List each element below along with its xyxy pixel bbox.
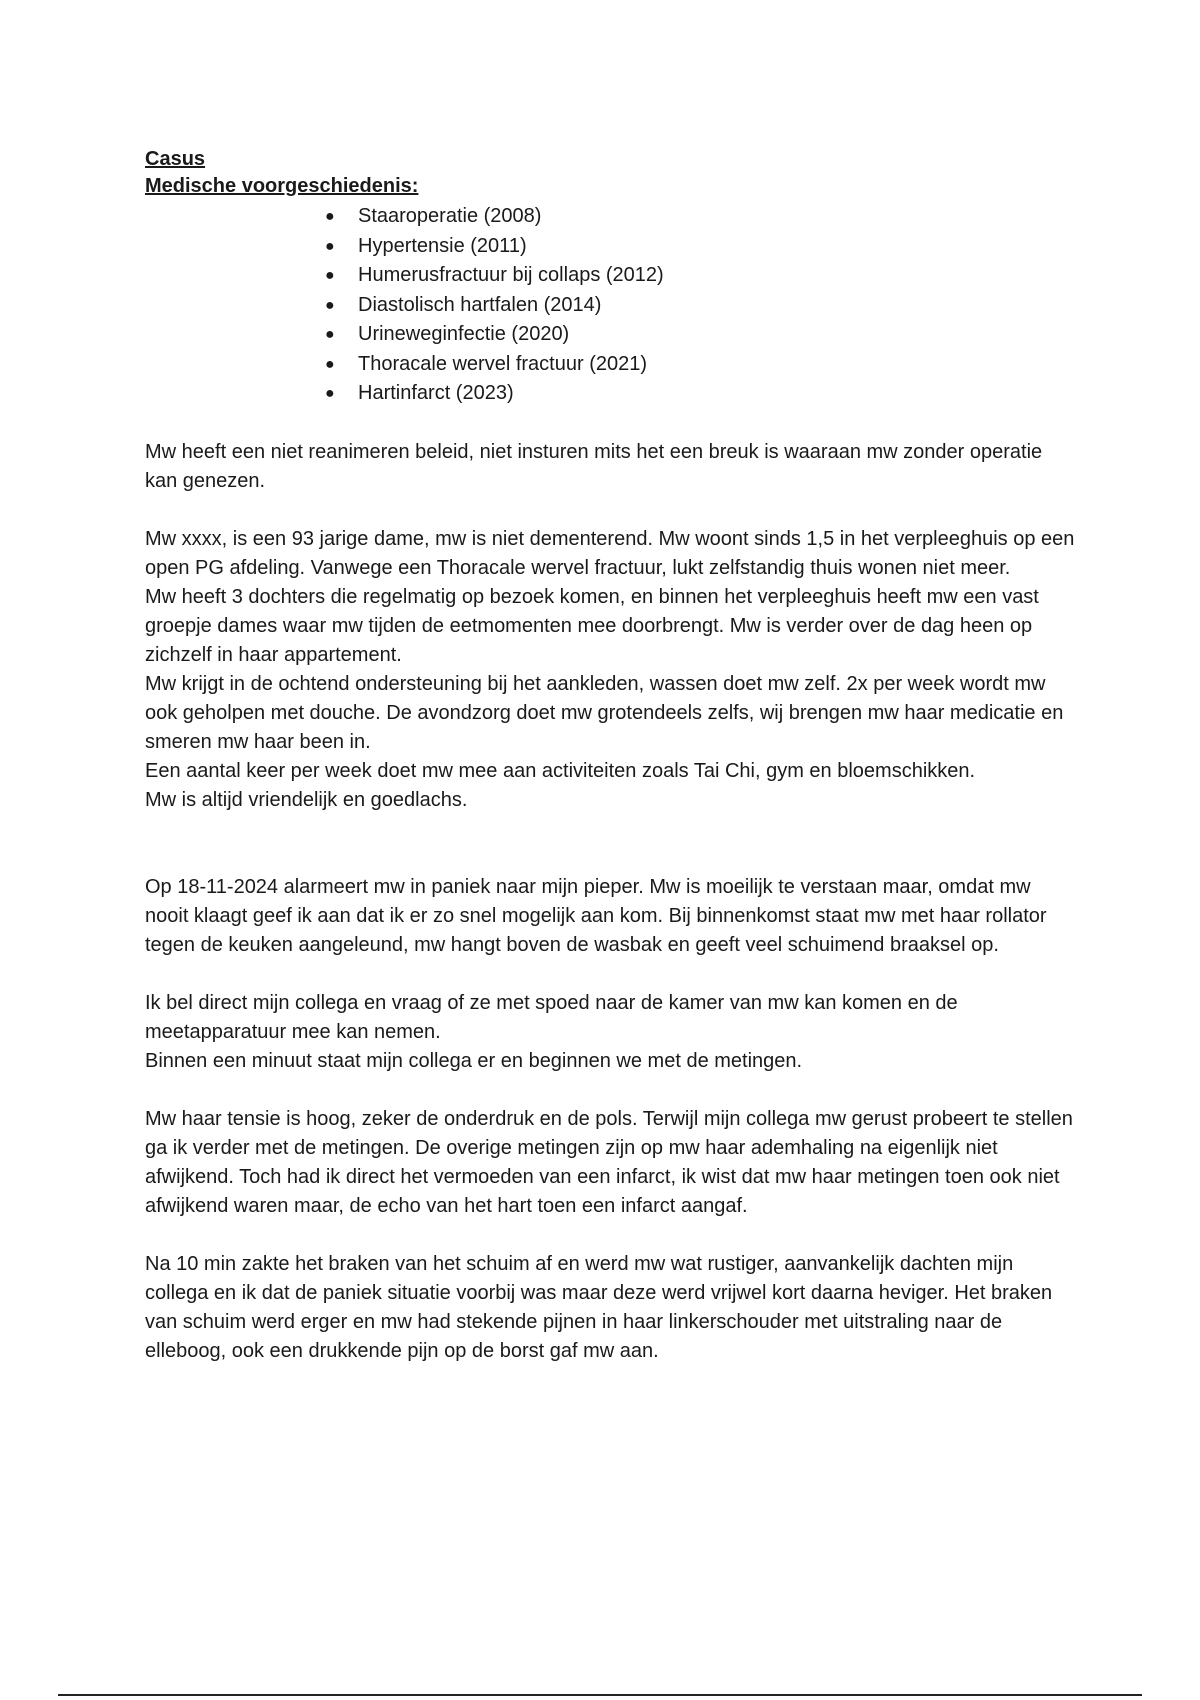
history-heading: Medische voorgeschiedenis: xyxy=(145,175,419,197)
spacer xyxy=(145,496,1075,525)
bullet-icon: ● xyxy=(325,267,335,284)
paragraph-character: Mw is altijd vriendelijk en goedlachs. xyxy=(145,788,468,811)
list-item xyxy=(325,320,1075,350)
spacer xyxy=(145,815,1075,873)
list-item xyxy=(325,291,1075,321)
spacer xyxy=(145,1221,1075,1250)
list-item-text: Hartinfarct (2023) xyxy=(358,382,514,404)
list-item xyxy=(325,261,1075,291)
bullet-icon: ● xyxy=(325,237,335,255)
spacer xyxy=(145,409,1075,438)
paragraph-care: Mw krijgt in de ochtend ondersteuning bij het aankleden, wassen doet mw zelf. 2x per week wordt mw ook geholpen met douche. De avondzorg doet mw grotendeels zelfs, wij brengen mw haar medicatie en smeren mw haar been in. xyxy=(145,672,1064,753)
spacer xyxy=(145,960,1075,989)
paragraph-intro: Mw xxxx, is een 93 jarige dame, mw is niet dementerend. Mw woont sinds 1,5 in het verpleeghuis op een open PG afdeling. Vanwege een Thoracale wervel fractuur, lukt zelfstandig thuis wonen niet meer. xyxy=(145,527,1075,579)
paragraph-family: Mw heeft 3 dochters die regelmatig op bezoek komen, en binnen het verpleeghuis heeft mw een vast groepje dames waar mw tijden de eetmomenten mee doorbrengt. Mw is verder over de dag heen op zichzelf in haar appartement. xyxy=(145,585,1039,666)
paragraph-activities: Een aantal keer per week doet mw mee aan activiteiten zoals Tai Chi, gym en bloemschikken. xyxy=(145,759,976,782)
list-item xyxy=(325,379,1075,409)
list-item-text: Thoracale wervel fractuur (2021) xyxy=(358,352,648,375)
spacer xyxy=(145,1076,1075,1105)
list-item xyxy=(325,232,1075,262)
footer-divider xyxy=(58,1694,1142,1696)
document-title: Casus xyxy=(145,148,206,170)
bullet-icon: ● xyxy=(325,208,335,225)
document-page xyxy=(145,146,1075,1366)
paragraph-policy: Mw heeft een niet reanimeren beleid, niet insturen mits het een breuk is waaraan mw zonder operatie kan genezen. xyxy=(145,440,1043,492)
bullet-icon: ● xyxy=(325,355,335,373)
paragraph-measurements-start: Binnen een minuut staat mijn collega er en beginnen we met de metingen. xyxy=(145,1049,803,1072)
list-item-text: Diastolisch hartfalen (2014) xyxy=(358,293,602,316)
list-item-text: Humerusfractuur bij collaps (2012) xyxy=(358,264,664,286)
paragraph-incident: Op 18-11-2024 alarmeert mw in paniek naar mijn pieper. Mw is moeilijk te verstaan maar, omdat mw nooit klaagt geef ik aan dat ik er zo snel mogelijk aan kom. Bij binnenkomst staat mw met haar rollator tegen de keuken aangeleund, mw hangt boven de wasbak en geeft veel schuimend braaksel op. xyxy=(145,875,1047,956)
list-item-text: Hypertensie (2011) xyxy=(358,234,527,257)
medical-history-list xyxy=(145,202,1075,409)
list-item-text: Urineweginfectie (2020) xyxy=(358,323,570,345)
bullet-icon: ● xyxy=(325,296,335,314)
bullet-icon: ● xyxy=(325,326,335,343)
list-item xyxy=(325,202,1075,232)
list-item xyxy=(325,350,1075,380)
paragraph-escalation: Na 10 min zakte het braken van het schuim af en werd mw wat rustiger, aanvankelijk dachten mijn collega en ik dat de paniek situatie voorbij was maar deze werd vrijwel kort daarna heviger. Het braken van schuim werd erger en mw had stekende pijnen in haar linkerschouder met uitstraling naar de elleboog, ook een drukkende pijn op de borst gaf mw aan. xyxy=(145,1252,1053,1362)
list-item-text: Staaroperatie (2008) xyxy=(358,205,542,227)
bullet-icon: ● xyxy=(325,385,335,402)
paragraph-measurements: Mw haar tensie is hoog, zeker de onderdruk en de pols. Terwijl mijn collega mw gerust probeert te stellen ga ik verder met de metingen. De overige metingen zijn op mw haar ademhaling na eigenlijk niet afwijkend. Toch had ik direct het vermoeden van een infarct, ik wist dat mw haar metingen toen ook niet afwijkend waren maar, de echo van het hart toen een infarct aangaf. xyxy=(145,1107,1073,1217)
paragraph-call-colleague: Ik bel direct mijn collega en vraag of ze met spoed naar de kamer van mw kan komen en de meetapparatuur mee kan nemen. xyxy=(145,991,958,1043)
